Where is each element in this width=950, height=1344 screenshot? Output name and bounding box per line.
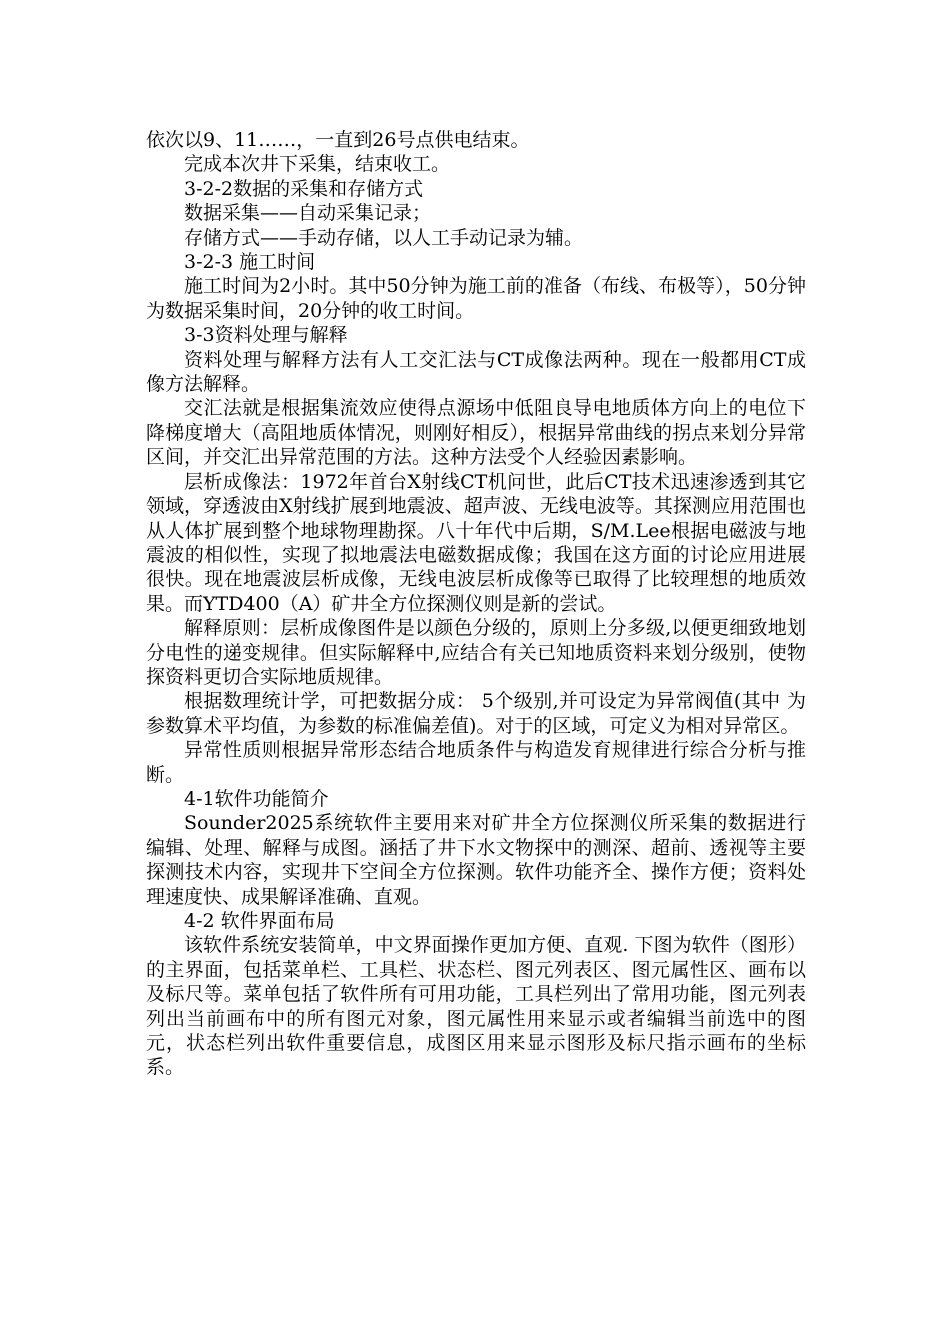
document-body bbox=[146, 128, 806, 1080]
paragraph: 存储方式——手动存储，以人工手动记录为辅。 bbox=[184, 226, 584, 249]
paragraph: 施工时间为2小时。其中50分钟为施工前的准备（布线、布极等），50分钟为数据采集时间，20分钟的收工时间。 bbox=[146, 275, 806, 322]
paragraph: 该软件系统安装简单，中文界面操作更加方便、直观. 下图为软件（图形）的主界面，包括菜单栏、工具栏、状态栏、图元列表区、图元属性区、画布以及标尺等。菜单包括了软件所有可用功能，工具栏列出了常用功能，图元列表列出当前画布中的所有图元对象，图元属性用来显示或者编辑当前选中的图元，状态栏列出软件重要信息，成图区用来显示图形及标尺指示画布的坐标系。 bbox=[146, 934, 806, 1079]
section-heading: 3-2-2数据的采集和存储方式 bbox=[184, 177, 424, 200]
paragraph: 层析成像法：1972年首台X射线CT机问世，此后CT技术迅速渗透到其它领域，穿透波由X射线扩展到地震波、超声波、无线电波等。其探测应用范围也从人体扩展到整个地球物理勘探。八十年代中后期，S/M.Lee根据电磁波与地震波的相似性，实现了拟地震法电磁数据成像；我国在这方面的讨论应用进展很快。现在地震波层析成像，无线电波层析成像等已取得了比较理想的地质效果。而YTD400（A）矿井全方位探测仪则是新的尝试。 bbox=[146, 470, 806, 615]
paragraph: 交汇法就是根据集流效应使得点源场中低阻良导电地质体方向上的电位下降梯度增大（高阻地质体情况，则刚好相反），根据异常曲线的拐点来划分异常区间，并交汇出异常范围的方法。这种方法受个人经验因素影响。 bbox=[146, 397, 806, 469]
paragraph: 异常性质则根据异常形态结合地质条件与构造发育规律进行综合分析与推断。 bbox=[146, 739, 806, 786]
section-heading: 3-3资料处理与解释 bbox=[184, 324, 348, 347]
paragraph: 根据数理统计学，可把数据分成： 5个级别,并可设定为异常阀值(其中 为参数算术平均值，为参数的标准偏差值)。对于的区域，可定义为相对异常区。 bbox=[146, 690, 806, 737]
section-heading: 3-2-3 施工时间 bbox=[184, 251, 316, 274]
section-heading: 4-1软件功能简介 bbox=[184, 787, 329, 810]
paragraph: 解释原则：层析成像图件是以颜色分级的，原则上分多级,以便更细致地划分电性的递变规律。但实际解释中,应结合有关已知地质资料来划分级别，使物探资料更切合实际地质规律。 bbox=[146, 617, 806, 688]
paragraph: 依次以9、11……，一直到26号点供电结束。 bbox=[146, 129, 530, 151]
paragraph: 完成本次井下采集，结束收工。 bbox=[184, 153, 451, 176]
paragraph: 数据采集——自动采集记录； bbox=[184, 202, 432, 225]
section-heading: 4-2 软件界面布局 bbox=[184, 910, 335, 932]
paragraph: Sounder2025系统软件主要用来对矿井全方位探测仪所采集的数据进行编辑、处理、解释与成图。涵括了井下水文物探中的测深、超前、透视等主要探测技术内容，实现井下空间全方位探测。软件功能齐全、操作方便；资料处理速度快、成果解译准确、直观。 bbox=[146, 812, 806, 908]
paragraph: 资料处理与解释方法有人工交汇法与CT成像法两种。现在一般都用CT成像方法解释。 bbox=[146, 348, 806, 396]
